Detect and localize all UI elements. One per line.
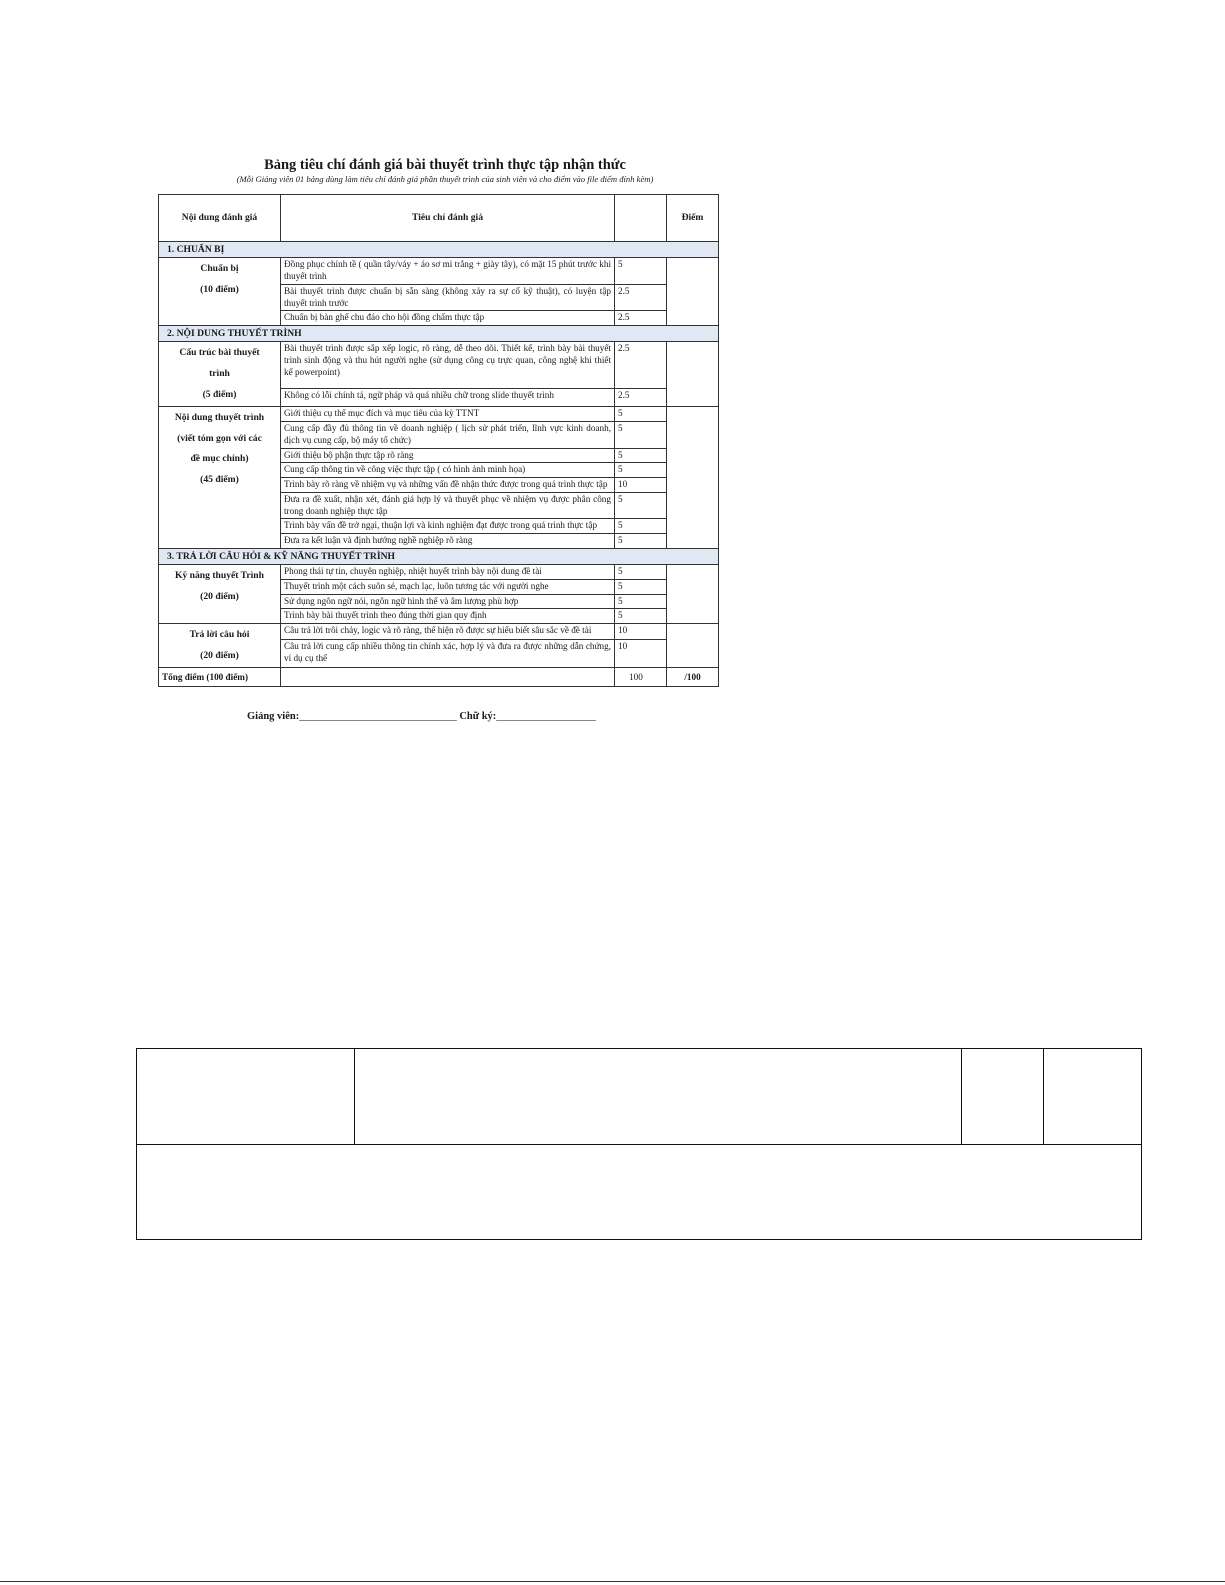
page-bottom-rule xyxy=(0,1581,1225,1582)
criterion-text: Sử dụng ngôn ngữ nói, ngôn ngữ hình thể và âm lượng phù hợp xyxy=(281,594,615,609)
header-points xyxy=(615,195,667,242)
criterion-points: 10 xyxy=(615,640,667,668)
score-cell[interactable] xyxy=(667,258,719,326)
section-row xyxy=(159,548,719,564)
frame-column-2 xyxy=(961,1049,962,1145)
signature-blank: ___________________ xyxy=(496,711,597,723)
score-cell[interactable] xyxy=(667,624,719,668)
criterion-points: 5 xyxy=(615,609,667,624)
criterion-points: 2.5 xyxy=(615,284,667,311)
criterion-text: Chuẩn bị bàn ghế chu đáo cho hội đồng chấm thực tập xyxy=(281,311,615,326)
group-name: Nội dung thuyết trình (viết tóm gọn với các đề mục chính) (45 điểm) xyxy=(159,407,281,549)
criterion-points: 5 xyxy=(615,258,667,285)
table-header-row xyxy=(159,195,719,242)
criterion-points: 2.5 xyxy=(615,311,667,326)
rubric-scan xyxy=(150,150,730,722)
rubric-body xyxy=(159,242,719,668)
lecturer-label: Giảng viên: xyxy=(247,711,300,723)
group-name: Kỹ năng thuyết Trình (20 điểm) xyxy=(159,565,281,624)
criterion-points: 5 xyxy=(615,519,667,534)
criterion-text: Thuyết trình một cách suôn sẻ, mạch lạc, luôn tương tác với người nghe xyxy=(281,579,615,594)
total-points: 100 xyxy=(615,668,667,687)
criterion-points: 5 xyxy=(615,407,667,422)
criterion-text: Cung cấp thông tin về công việc thực tập ( có hình ảnh minh họa) xyxy=(281,463,615,478)
total-criteria xyxy=(281,668,615,687)
total-label: Tổng điểm (100 điểm) xyxy=(159,668,281,687)
signature-label: Chữ ký: xyxy=(459,711,497,723)
criterion-points: 10 xyxy=(615,478,667,493)
criterion-points: 2.5 xyxy=(615,342,667,389)
criterion-points: 5 xyxy=(615,448,667,463)
lecturer-blank: ______________________________ xyxy=(299,711,457,723)
table-row xyxy=(159,258,719,285)
criterion-text: Câu trả lời cung cấp nhiều thông tin chính xác, hợp lý và đưa ra được những dẫn chứng, ví dụ cụ thể xyxy=(281,640,615,668)
criterion-text: Trình bày vấn đề trở ngại, thuận lợi và kinh nghiệm đạt được trong quá trình thực tập xyxy=(281,519,615,534)
header-criteria: Tiêu chí đánh giá xyxy=(281,195,615,242)
score-cell[interactable] xyxy=(667,565,719,624)
criterion-points: 5 xyxy=(615,594,667,609)
criterion-text: Bài thuyết trình được sắp xếp logic, rõ ràng, dễ theo dõi. Thiết kế, trình bày bài thuyết trình sinh động và thu hút người nghe (sử dụng công cụ trực quan, công nghệ khi thiết kế powerpoint) xyxy=(281,342,615,389)
section-title: 1. CHUẨN BỊ xyxy=(159,242,719,258)
criterion-points: 5 xyxy=(615,534,667,549)
criterion-text: Đưa ra đề xuất, nhận xét, đánh giá hợp lý và thuyết phục về nhiệm vụ được phân công trong doanh nghiệp thực tập xyxy=(281,492,615,519)
criterion-points: 10 xyxy=(615,624,667,640)
criterion-text: Trình bày bài thuyết trình theo đúng thời gian quy định xyxy=(281,609,615,624)
score-cell[interactable] xyxy=(667,342,719,407)
group-name: Chuẩn bị (10 điểm) xyxy=(159,258,281,326)
criterion-points: 2.5 xyxy=(615,389,667,407)
header-score: Điểm xyxy=(667,195,719,242)
total-score: /100 xyxy=(667,668,719,687)
empty-table-frame xyxy=(136,1048,1142,1240)
frame-divider xyxy=(137,1144,1141,1145)
frame-column-3 xyxy=(1043,1049,1044,1145)
section-title: 2. NỘI DUNG THUYẾT TRÌNH xyxy=(159,326,719,342)
criterion-text: Đồng phục chỉnh tề ( quần tây/váy + áo sơ mi trắng + giày tây), có mặt 15 phút trước khi thuyết trình xyxy=(281,258,615,285)
rubric-table xyxy=(158,194,719,687)
criterion-points: 5 xyxy=(615,463,667,478)
table-row xyxy=(159,407,719,422)
criterion-text: Đưa ra kết luận và định hướng nghề nghiệp rõ ràng xyxy=(281,534,615,549)
section-row xyxy=(159,242,719,258)
frame-column-1 xyxy=(354,1049,355,1145)
criterion-points: 5 xyxy=(615,492,667,519)
group-name: Trả lời câu hỏi (20 điểm) xyxy=(159,624,281,668)
section-row xyxy=(159,326,719,342)
document-subtitle: (Mỗi Giảng viên 01 bảng dùng làm tiêu chí đánh giá phần thuyết trình của sinh viên và cho điểm vào file điểm đính kèm) xyxy=(236,174,654,184)
header-content: Nội dung đánh giá xyxy=(159,195,281,242)
criterion-text: Câu trả lời trôi chảy, logic và rõ ràng, thể hiện rõ được sự hiểu biết sâu sắc về đề tài xyxy=(281,624,615,640)
criterion-text: Trình bày rõ ràng về nhiệm vụ và những vấn đề nhận thức được trong quá trình thực tập xyxy=(281,478,615,493)
criterion-text: Phong thái tự tin, chuyên nghiệp, nhiệt huyết trình bày nội dung đề tài xyxy=(281,565,615,580)
score-cell[interactable] xyxy=(667,407,719,549)
criterion-text: Giới thiệu bộ phận thực tập rõ ràng xyxy=(281,448,615,463)
criterion-text: Giới thiệu cụ thể mục đích và mục tiêu của kỳ TTNT xyxy=(281,407,615,422)
criterion-text: Không có lỗi chính tả, ngữ pháp và quá nhiều chữ trong slide thuyết trình xyxy=(281,389,615,407)
criterion-text: Bài thuyết trình được chuẩn bị sẵn sàng (không xảy ra sự cố kỹ thuật), có luyện tập thuyết trình trước xyxy=(281,284,615,311)
criterion-points: 5 xyxy=(615,565,667,580)
criterion-text: Cung cấp đầy đủ thông tin về doanh nghiệp ( lịch sử phát triển, lĩnh vực kinh doanh, dịch vụ cung cấp, bộ máy tổ chức) xyxy=(281,422,615,449)
table-row xyxy=(159,565,719,580)
criterion-points: 5 xyxy=(615,422,667,449)
section-title: 3. TRẢ LỜI CÂU HỎI & KỸ NĂNG THUYẾT TRÌNH xyxy=(159,548,719,564)
table-row xyxy=(159,624,719,640)
criterion-points: 5 xyxy=(615,579,667,594)
document-title: Bảng tiêu chí đánh giá bài thuyết trình thực tập nhận thức xyxy=(264,157,626,173)
table-row xyxy=(159,342,719,389)
total-row xyxy=(159,668,719,687)
signature-line xyxy=(247,711,730,722)
group-name: Cấu trúc bài thuyết trình (5 điểm) xyxy=(159,342,281,407)
